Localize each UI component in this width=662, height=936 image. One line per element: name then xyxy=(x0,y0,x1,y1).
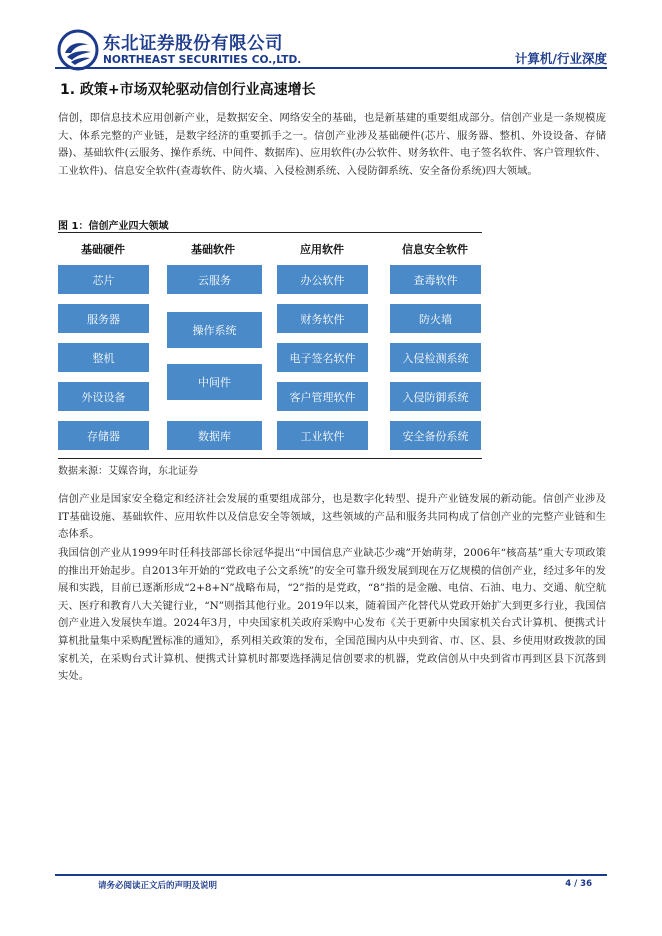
box-sec-firewall: 防火墙 xyxy=(390,304,481,333)
box-hardware-server: 服务器 xyxy=(58,304,149,333)
paragraph-industry-role: 信创产业是国家安全稳定和经济社会发展的重要组成部分，也是数字化转型、提升产业链发展的新动能。信创产业涉及IT基础设施、基础软件、应用软件以及信息安全等领域，这些领域的产品和服务共同构成了信创产业的完整产业链和生态体系。 xyxy=(58,493,606,541)
header-divider xyxy=(55,67,607,69)
company-logo-icon xyxy=(57,29,99,71)
column-header-hardware: 基础硬件 xyxy=(81,243,125,256)
box-app-office: 办公软件 xyxy=(277,265,368,294)
box-software-cloud: 云服务 xyxy=(167,265,262,294)
figure-title: 图 1：信创产业四大领域 xyxy=(58,221,169,232)
box-sec-ips: 入侵防御系统 xyxy=(390,382,481,411)
box-hardware-chip: 芯片 xyxy=(58,265,149,294)
section-title: 1. 政策+市场双轮驱动信创行业高速增长 xyxy=(60,82,316,98)
column-header-application: 应用软件 xyxy=(300,243,344,256)
box-software-middleware: 中间件 xyxy=(167,364,262,400)
page-number: 4 / 36 xyxy=(565,879,592,889)
paragraph-history: 我国信创产业从1999年时任科技部部长徐冠华提出“中国信息产业缺芯少魂”开始萌芽，2006年“核高基”重大专项政策的推出开始起步。自2013年开始的“党政电子公文系统”的安全可靠升级发展到现在万亿规模的信创产业，经过多年的发展和实践，目前已逐渐形成“2+8+N”战略布局，“2”指的是党政，“8”指的是金融、电信、石油、电力、交通、航空航天、医疗和教育八大关键行业，“N”则指其他行业。2019年以来，随着国产化替代从党政开始扩大到更多行业，我国信创产业进入发展快车道。2024年3月，中央国家机关政府采购中心发布《关于更新中央国家机关台式计算机、便携式计算机批量集中采购配置标准的通知》，系列相关政策的发布，全国范围内从中央到省、市、区、县、乡使用财政拨款的国家机关，在采购台式计算机、便携式计算机时都要选择满足信创要求的机器，党政信创从中央到省市再到区县下沉落到实处。 xyxy=(58,547,606,683)
figure-bottom-rule xyxy=(58,458,482,459)
box-sec-backup: 安全备份系统 xyxy=(390,421,481,450)
box-software-database: 数据库 xyxy=(167,421,262,450)
figure-top-rule xyxy=(58,232,482,233)
box-sec-ids: 入侵检测系统 xyxy=(390,343,481,372)
box-app-esign: 电子签名软件 xyxy=(277,343,368,372)
column-header-software: 基础软件 xyxy=(191,243,235,256)
box-app-crm: 客户管理软件 xyxy=(277,382,368,411)
footer-disclaimer: 请务必阅读正文后的声明及说明 xyxy=(98,881,218,891)
box-app-finance: 财务软件 xyxy=(277,304,368,333)
box-hardware-peripheral: 外设设备 xyxy=(58,382,149,411)
company-name-en: NORTHEAST SECURITIES CO.,LTD. xyxy=(103,54,302,66)
column-header-security: 信息安全软件 xyxy=(402,243,468,256)
box-hardware-machine: 整机 xyxy=(58,343,149,372)
report-category: 计算机/行业深度 xyxy=(514,51,607,66)
box-sec-antivirus: 查毒软件 xyxy=(390,265,481,294)
box-app-industrial: 工业软件 xyxy=(277,421,368,450)
box-software-os: 操作系统 xyxy=(167,312,262,348)
paragraph-intro: 信创，即信息技术应用创新产业，是数据安全、网络安全的基础，也是新基建的重要组成部分。信创产业是一条规模庞大、体系完整的产业链，是数字经济的重要抓手之一。信创产业涉及基础硬件(芯片、服务器、整机、外设设备、存储器)、基础软件(云服务、操作系统、中间件、数据库)、应用软件(办公软件、财务软件、电子签名软件、客户管理软件、工业软件)、信息安全软件(查毒软件、防火墙、入侵检测系统、入侵防御系统、安全备份系统)四大领域。 xyxy=(58,112,606,177)
figure-source: 数据来源：艾媒咨询，东北证券 xyxy=(58,466,198,477)
company-name-cn: 东北证券股份有限公司 xyxy=(103,34,283,54)
box-hardware-storage: 存储器 xyxy=(58,421,149,450)
footer-divider xyxy=(55,874,607,876)
